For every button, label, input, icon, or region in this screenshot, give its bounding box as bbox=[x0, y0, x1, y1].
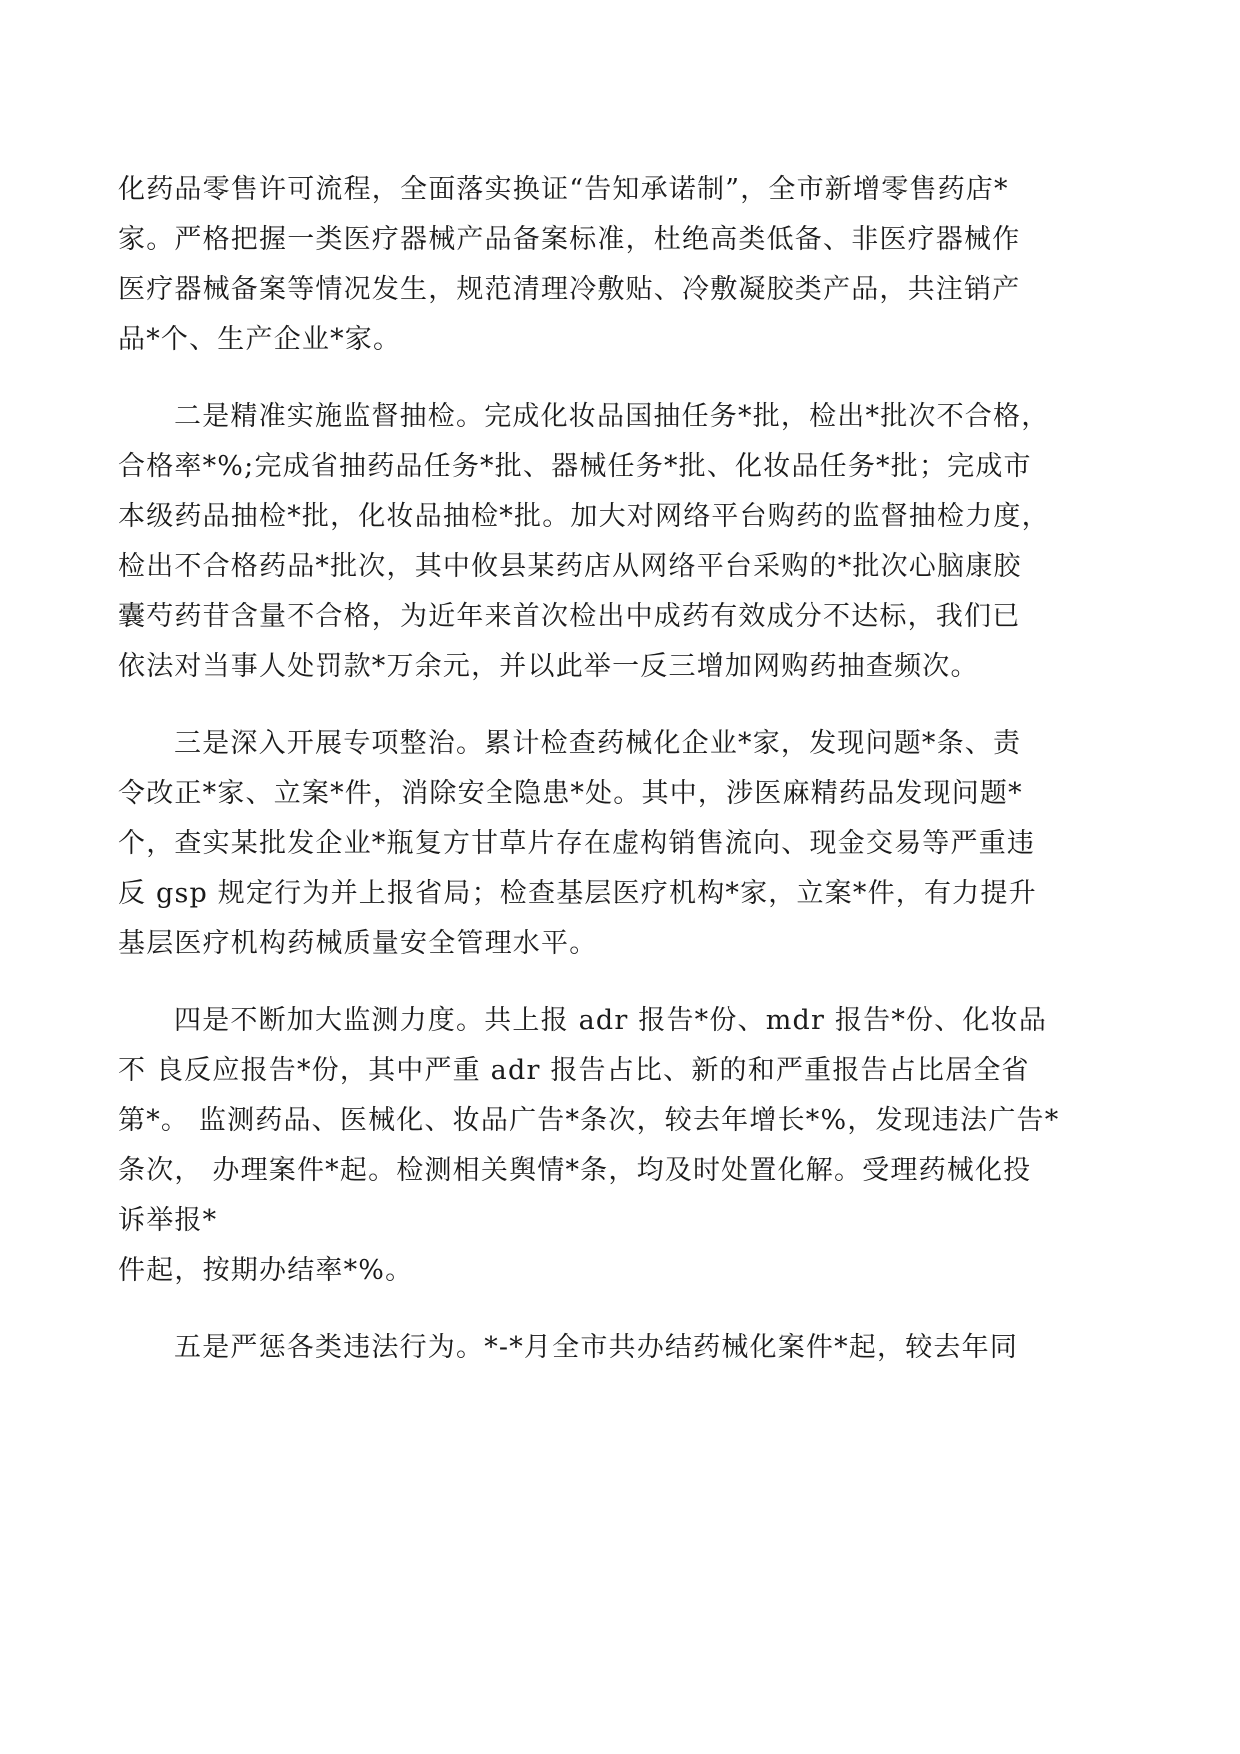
text-line: 三是深入开展专项整治。累计检查药械化企业*家，发现问题*条、责 bbox=[174, 728, 1022, 759]
text-line: 本级药品抽检*批，化妆品抽检*批。加大对网络平台购药的监督抽检力度， bbox=[118, 501, 1050, 532]
text-line: 令改正*家、立案*件，消除安全隐患*处。其中，涉医麻精药品发现问题* bbox=[118, 778, 1023, 809]
paragraph-monitoring bbox=[118, 996, 1128, 1296]
text-line: 二是精准实施监督抽检。完成化妆品国抽任务*批，检出*批次不合格， bbox=[174, 401, 1050, 432]
text-line: 依法对当事人处罚款*万余元，并以此举一反三增加网购药抽查频次。 bbox=[118, 651, 979, 682]
paragraph-special-rectification bbox=[118, 719, 1128, 969]
paragraph-retail-license bbox=[118, 165, 1128, 365]
text-line: 四是不断加大监测力度。共上报 adr 报告*份、mdr 报告*份、化妆品 bbox=[174, 1005, 1048, 1036]
text-line: 个，查实某批发企业*瓶复方甘草片存在虚构销售流向、现金交易等严重违 bbox=[118, 828, 1036, 859]
text-line: 医疗器械备案等情况发生，规范清理冷敷贴、冷敷凝胶类产品，共注销产 bbox=[118, 274, 1021, 305]
text-line: 化药品零售许可流程，全面落实换证“告知承诺制”，全市新增零售药店* bbox=[118, 174, 1009, 205]
text-line: 不 良反应报告*份，其中严重 adr 报告占比、新的和严重报告占比居全省 bbox=[118, 1055, 1030, 1086]
text-line: 件起，按期办结率*%。 bbox=[118, 1255, 414, 1286]
text-line: 五是严惩各类违法行为。*-*月全市共办结药械化案件*起，较去年同 bbox=[174, 1332, 1019, 1363]
text-line: 品*个、生产企业*家。 bbox=[118, 324, 402, 355]
text-line: 反 gsp 规定行为并上报省局；检查基层医疗机构*家，立案*件，有力提升 bbox=[118, 878, 1037, 909]
paragraph-sampling-inspection bbox=[118, 392, 1128, 692]
text-line: 基层医疗机构药械质量安全管理水平。 bbox=[118, 928, 598, 959]
text-line: 条次， 办理案件*起。检测相关舆情*条，均及时处置化解。受理药械化投 bbox=[118, 1155, 1032, 1186]
text-line: 合格率*%;完成省抽药品任务*批、器械任务*批、化妆品任务*批；完成市 bbox=[118, 451, 1032, 482]
document-body bbox=[118, 165, 1128, 1400]
text-line: 第*。 监测药品、医械化、妆品广告*条次，较去年增长*%，发现违法广告* bbox=[118, 1105, 1060, 1136]
text-line: 家。严格把握一类医疗器械产品备案标准，杜绝高类低备、非医疗器械作 bbox=[118, 224, 1021, 255]
text-line: 检出不合格药品*批次，其中攸县某药店从网络平台采购的*批次心脑康胶 bbox=[118, 551, 1022, 582]
text-line: 诉举报* bbox=[118, 1205, 218, 1236]
text-line: 囊芍药苷含量不合格，为近年来首次检出中成药有效成分不达标，我们已 bbox=[118, 601, 1021, 632]
paragraph-enforcement bbox=[118, 1323, 1128, 1373]
